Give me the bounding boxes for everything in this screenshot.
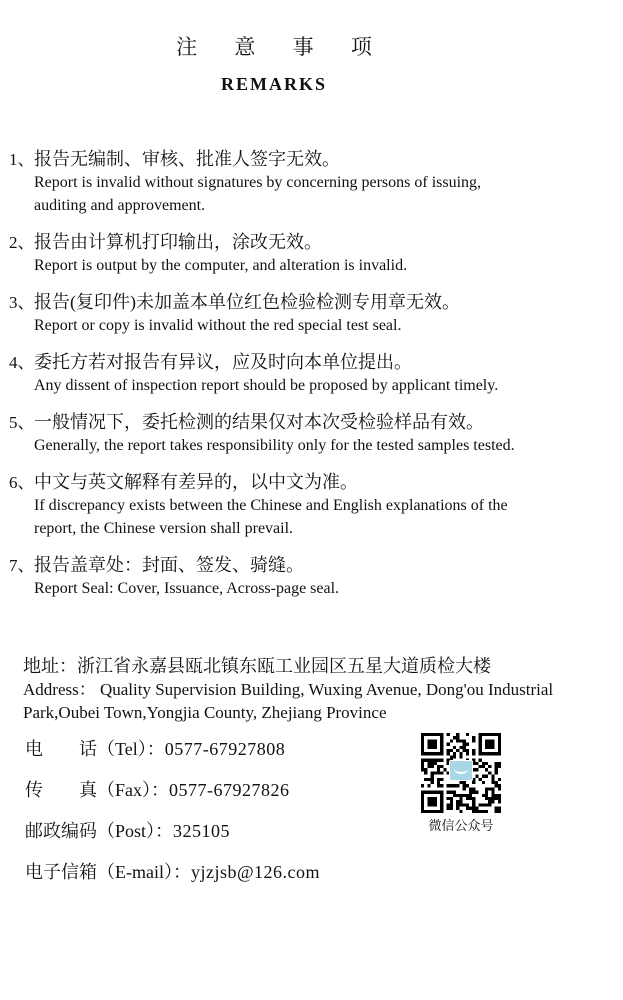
page-title-block [0, 34, 548, 95]
address-line-en: Address： Quality Supervision Building, Wuxing Avenue, Dong'ou Industrial [23, 680, 554, 699]
item-text-zh: 委托方若对报告有异议，应及时向本单位提出。 [34, 352, 412, 372]
remark-item-6 [9, 471, 609, 540]
item-text-zh: 报告盖章处：封面、签发、骑缝。 [34, 555, 304, 575]
item-text-zh: 一般情况下，委托检测的结果仅对本次受检验样品有效。 [34, 412, 484, 432]
contact-row-tel [25, 738, 405, 761]
item-text-en: If discrepancy exists between the Chinese and English explanations of the [34, 497, 508, 514]
page-title-zh: 注 意 事 项 [176, 35, 388, 59]
remarks-list [9, 148, 609, 614]
contact-value-email: yjzjsb@126.com [190, 862, 321, 882]
item-number: 2、 [9, 233, 35, 252]
contact-block [25, 738, 405, 902]
remark-item-4 [9, 351, 609, 397]
contact-value-tel: 0577-67927808 [164, 739, 286, 759]
item-number: 1、 [9, 150, 35, 169]
contact-label: 电子信箱（E-mail）： [25, 862, 191, 882]
contact-label: 传 真（Fax）： [25, 780, 169, 800]
item-text-zh: 报告由计算机打印输出，涂改无效。 [34, 232, 322, 252]
item-text-en: Generally, the report takes responsibility only for the tested samples tested. [34, 437, 515, 454]
page-title-en: REMARKS [220, 74, 327, 94]
contact-value-fax: 0577-67927826 [169, 780, 290, 800]
address-line-zh: 地址：浙江省永嘉县瓯北镇东瓯工业园区五星大道质检大楼 [23, 656, 491, 676]
remark-item-3 [9, 291, 609, 337]
item-number: 6、 [9, 473, 35, 492]
wechat-account-label: 微信公众号 [428, 818, 494, 833]
contact-value-post: 325105 [173, 821, 231, 841]
address-block [23, 655, 608, 724]
contact-row-fax [25, 779, 405, 802]
item-text-en: Any dissent of inspection report should be proposed by applicant timely. [34, 377, 499, 394]
remark-item-2 [9, 231, 609, 277]
item-text-zh: 报告(复印件)未加盖本单位红色检验检测专用章无效。 [34, 292, 460, 312]
qr-center-logo-icon [449, 760, 473, 781]
contact-label: 电 话（Tel）： [25, 739, 165, 759]
contact-row-email [25, 861, 405, 884]
contact-label: 邮政编码（Post）： [25, 821, 174, 841]
item-text-en: Report or copy is invalid without the red special test seal. [34, 317, 402, 334]
item-text-zh: 中文与英文解释有差异的，以中文为准。 [34, 472, 358, 492]
item-text-en: Report is invalid without signatures by concerning persons of issuing, [34, 174, 482, 191]
remark-item-7 [9, 554, 609, 600]
wechat-qr-code [421, 733, 501, 813]
item-text-zh: 报告无编制、审核、批准人签字无效。 [34, 149, 340, 169]
item-number: 4、 [9, 353, 35, 372]
item-text-en: Report is output by the computer, and alteration is invalid. [34, 257, 408, 274]
remark-item-1 [9, 148, 609, 217]
item-text-en: auditing and approvement. [34, 197, 206, 214]
item-text-en: report, the Chinese version shall prevail. [34, 520, 294, 537]
item-number: 7、 [9, 556, 35, 575]
item-text-en: Report Seal: Cover, Issuance, Across-page seal. [34, 580, 340, 597]
wechat-qr-block [421, 733, 501, 833]
address-line-en: Park,Oubei Town,Yongjia County, Zhejiang Province [23, 703, 387, 722]
contact-row-post [25, 820, 405, 843]
item-number: 5、 [9, 413, 35, 432]
remark-item-5 [9, 411, 609, 457]
item-number: 3、 [9, 293, 35, 312]
